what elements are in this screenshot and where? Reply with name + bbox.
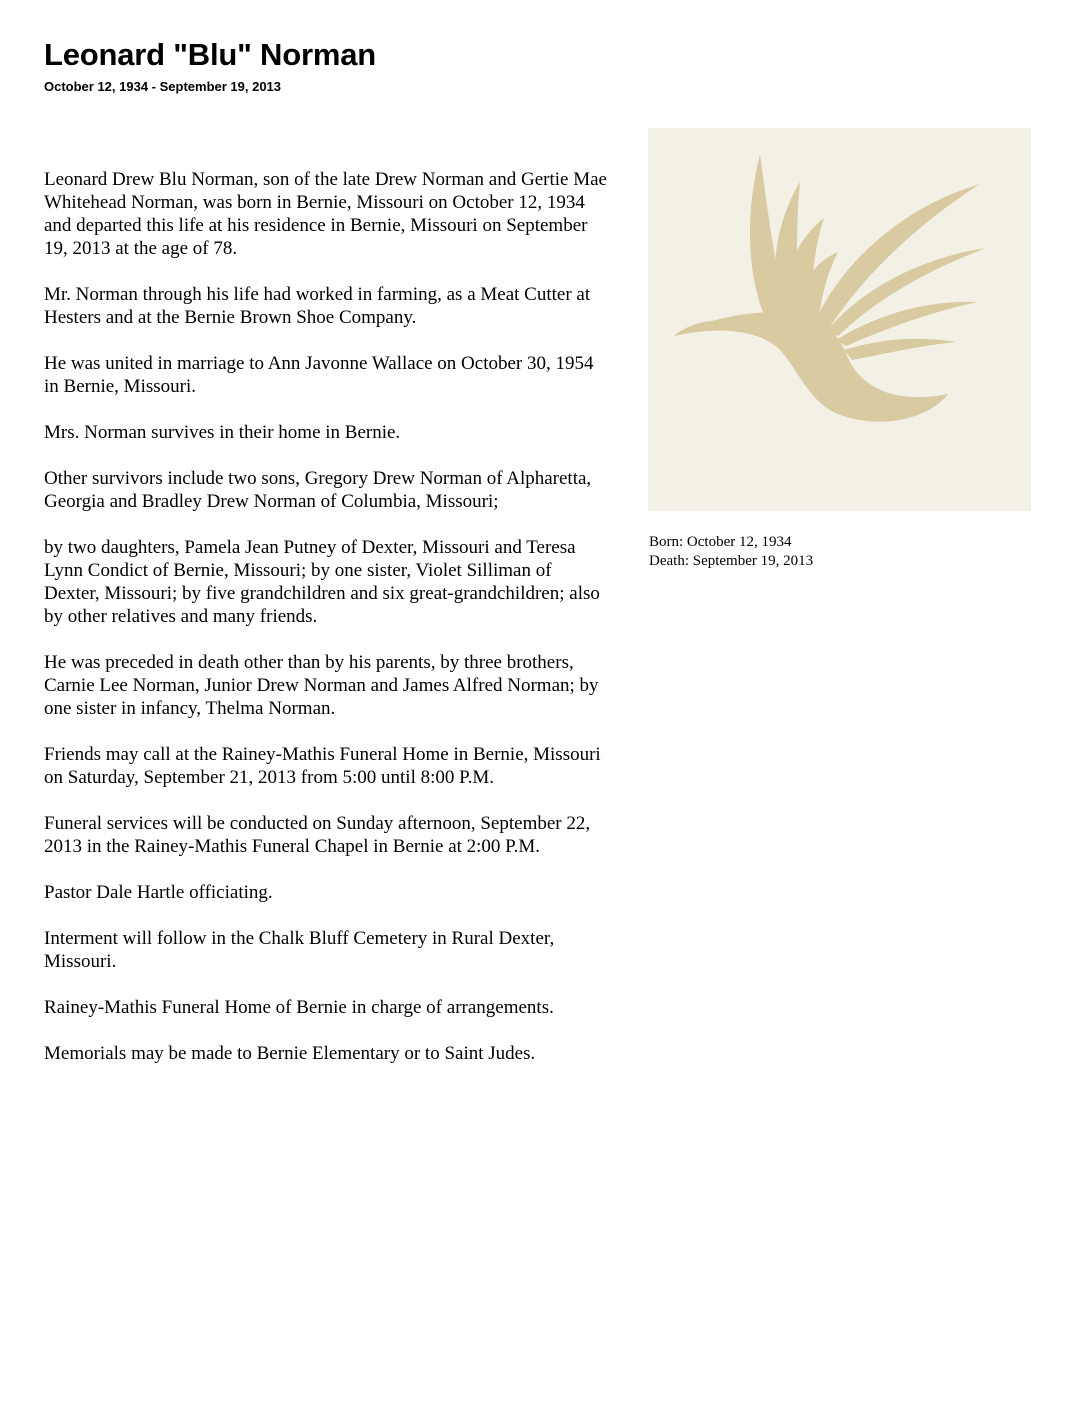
paragraph: by two daughters, Pamela Jean Putney of Dexter, Missouri and Teresa Lynn Condict of Bernie, Missouri; by one sister, Violet Silliman of Dexter, Missouri; by five grandchildren and six great-grandchildren; also by other relatives and many friends. [44,537,600,627]
paragraph: He was united in marriage to Ann Javonne Wallace on October 30, 1954 in Bernie, Missouri. [44,353,594,397]
paragraph: Mrs. Norman survives in their home in Bernie. [44,422,401,443]
paragraph: Leonard Drew Blu Norman, son of the late Drew Norman and Gertie Mae Whitehead Norman, was born in Bernie, Missouri on October 12, 1934 and departed this life at his residence in Bernie, Missouri on September 19, 2013 at the age of 78. [44,169,607,259]
paragraph: Memorials may be made to Bernie Elementary or to Saint Judes. [44,1043,536,1064]
sidebar-dates [649,533,1029,571]
paragraph: Other survivors include two sons, Gregory Drew Norman of Alpharetta, Georgia and Bradley Drew Norman of Columbia, Missouri; [44,468,592,512]
obituary-header [44,36,604,96]
paragraph: Rainey-Mathis Funeral Home of Bernie in charge of arrangements. [44,997,554,1018]
paragraph: He was preceded in death other than by his parents, by three brothers, Carnie Lee Norman, Junior Drew Norman and James Alfred Norman; by one sister in infancy, Thelma Norman. [44,652,599,719]
born-date: Born: October 12, 1934 [649,534,792,550]
dove-icon [648,128,1031,511]
death-date: Death: September 19, 2013 [649,553,814,569]
paragraph: Friends may call at the Rainey-Mathis Funeral Home in Bernie, Missouri on Saturday, September 21, 2013 from 5:00 until 8:00 P.M. [44,744,601,788]
page-title: Leonard "Blu" Norman [44,37,376,72]
memorial-image [648,128,1031,511]
paragraph: Pastor Dale Hartle officiating. [44,882,273,903]
paragraph: Funeral services will be conducted on Sunday afternoon, September 22, 2013 in the Rainey-Mathis Funeral Chapel in Bernie at 2:00 P.M. [44,813,591,857]
paragraph: Interment will follow in the Chalk Bluff Cemetery in Rural Dexter, Missouri. [44,928,555,972]
obituary-body [44,168,610,1088]
paragraph: Mr. Norman through his life had worked in farming, as a Meat Cutter at Hesters and at the Bernie Brown Shoe Company. [44,284,591,328]
life-dates-subtitle: October 12, 1934 - September 19, 2013 [44,79,282,94]
